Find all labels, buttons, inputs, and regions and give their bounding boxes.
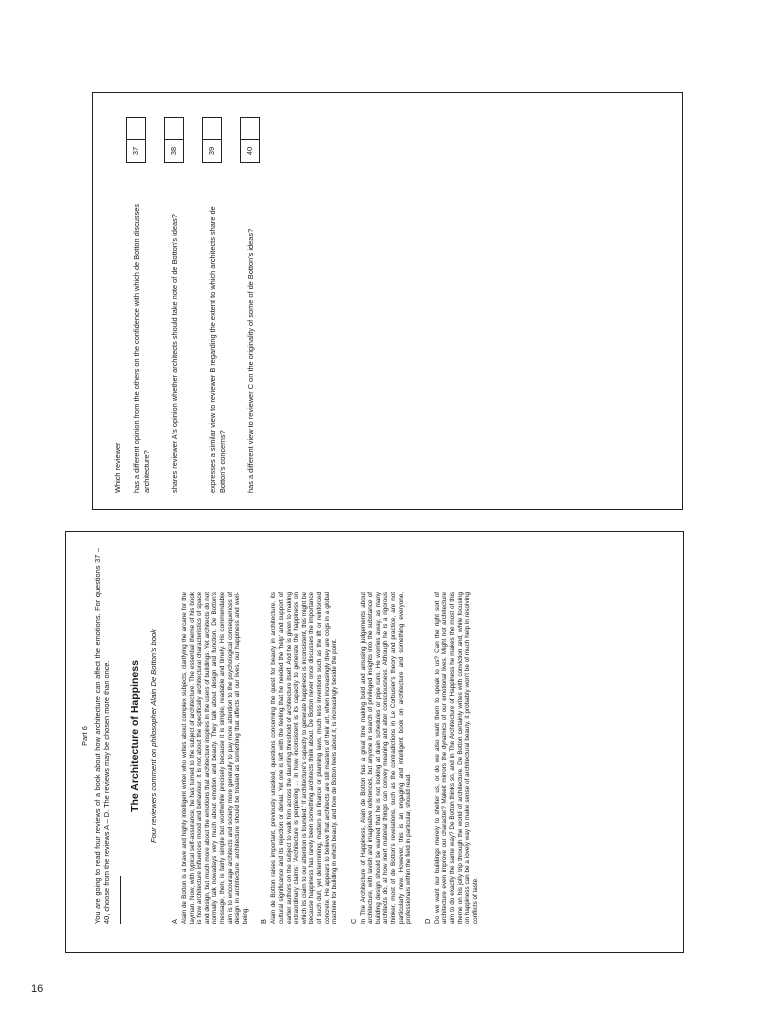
questions-intro: Which reviewer bbox=[113, 442, 122, 493]
question-39 bbox=[208, 111, 230, 493]
question-text: expresses a similar view to reviewer B regarding the extent to which architects share de Botton's concerns? bbox=[208, 206, 227, 493]
question-38 bbox=[170, 111, 192, 493]
answer-box[interactable] bbox=[164, 117, 184, 139]
answer-boxes bbox=[202, 117, 222, 163]
section-letter-c: C bbox=[348, 918, 358, 924]
section-letter-a: A bbox=[170, 919, 179, 924]
question-text: has a different view to reviewer C on the originality of some of de Botton's ideas? bbox=[246, 228, 255, 493]
answer-boxes bbox=[164, 117, 184, 163]
question-37 bbox=[132, 111, 154, 493]
part-heading: Part 6 bbox=[80, 726, 89, 746]
section-text-a: Alain de Botton is a brave and highly intelligent writer who writes about complex subjects, clarifying the arcane for the layman. Now, with typical self-assurance, he has turned to the subject of architecture. The essential theme of his book is how architecture influences mood and behaviour. It is not about the specifically architectural characteristics of space and design, but much more about the emotions that architecture inspires in the users of buildings. Yet architects do not normally talk nowadays very much about emotion and beauty. They talk about design and function. De Botton's message, then, is fairly simple but worthwhile precisely because it is simple, readable and timely. His commendable aim is to encourage architects and society more generally to pay more attention to the psychological consequences of design in architecture: architecture should be treated as something that affects all our lives, our happiness and well-being. bbox=[181, 592, 249, 924]
section-letter-d: D bbox=[422, 918, 432, 924]
section-text-d: Do we want our buildings merely to shelter us, or do we also want them to speak to us? Can the right sort of architecture even improve our character? Makeit mirrors the dynamics of our emotional lives. Might not architecture aim to do exactly the same way? De Botton thinks so, and in The Architecture of Happiness he makes the most of this theme on his jolly trip through the world of architecture. De Botton certainly writes with conviction and, while focusing on happiness can be a lovely way to make sense of architectural beauty, it probably won't be of much help in resolving conflicts of taste. bbox=[433, 592, 479, 924]
question-number-box: 37 bbox=[126, 139, 146, 163]
question-text: shares reviewer A's opinion whether architects should take note of de Botton's ideas? bbox=[170, 214, 179, 493]
answer-box[interactable] bbox=[126, 117, 146, 139]
answer-boxes bbox=[240, 117, 260, 163]
answer-box[interactable] bbox=[240, 117, 260, 139]
article-panel bbox=[65, 531, 684, 953]
article-title: The Architecture of Happiness bbox=[129, 660, 141, 812]
answer-box[interactable] bbox=[202, 117, 222, 139]
question-40 bbox=[246, 111, 268, 493]
section-text-b: Alain de Botton raises important, previously unasked, questions concerning the quest for beauty in architecture, its cultural significance and its rejection or denial. Yet one is left with the feeling that he needed the 'help' and support of earlier authors on the subject to walk him across the daunting threshold of architecture itself. And he is given to making extraordinary claims: 'Architecture is perplexing ... in how inconsistent is its capacity to generate the happiness on which its claim to our attention is founded.' If architecture's capacity to generate happiness is inconsistent, this might be because happiness has rarely been something architects think about. De Botton never once discusses the importance of such dull, yet determining, matters as finance or planning laws, much less inventions such as the lift or reinforced concrete. He appears to believe that architects are still masters of their art, when increasingly they are cogs in a global machine for building in which beauty, and how de Botton feels about it, is increasingly beside the point. bbox=[270, 592, 339, 924]
answer-boxes bbox=[126, 117, 146, 163]
section-text-c: In The Architecture of Happiness, Alain de Botton has a great time making bold and amusing judgements about architecture, with lavish and imaginative references, but anyone in search of privileged insights into the substance of building design should be warned that he is not looking at drain schedules or pipe runs. He worries away, as many architects do, at how inert material things can convey meaning and alter consciousness. Although he is a rigorous thinker, most of de Botton's revelations, such as the contradictions in Le Corbusier's theory and practice, are not particularly new. However, this is an engaging and intelligent book on architecture and something everyone, professionals within the field in particular, should read. bbox=[359, 592, 413, 924]
instructions: You are going to read four reviews of a book about how architecture can affect the emotions. For questions 37 – 40, choose from the reviews A – D. The reviews may be chosen more than once. bbox=[93, 548, 111, 924]
divider bbox=[120, 876, 121, 924]
page-number: 16 bbox=[31, 983, 44, 995]
article-subtitle: Four reviewers comment on philosopher Alain De Botton's book bbox=[149, 629, 158, 843]
questions-panel bbox=[92, 92, 683, 510]
questions-content bbox=[93, 93, 682, 509]
question-number-box: 39 bbox=[202, 139, 222, 163]
section-letter-b: B bbox=[259, 919, 269, 924]
question-number-box: 38 bbox=[164, 139, 184, 163]
question-text: has a different opinion from the others on the confidence with which de Botton discusses architecture? bbox=[132, 203, 151, 493]
article-content bbox=[66, 532, 683, 952]
question-number-box: 40 bbox=[240, 139, 260, 163]
